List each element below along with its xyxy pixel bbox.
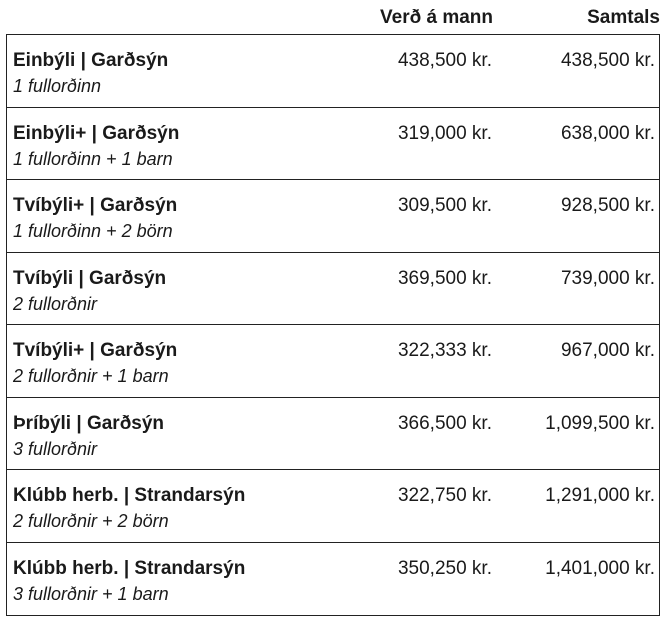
room-type: Þríbýli | Garðsýn [13, 412, 165, 434]
total-price: 638,000 kr. [560, 122, 655, 144]
header-total: Samtals [587, 7, 660, 28]
table-header [0, 0, 668, 34]
total-price: 1,099,500 kr. [545, 412, 655, 434]
price-per-person: 369,500 kr. [397, 267, 492, 289]
price-per-person: 350,250 kr. [397, 557, 492, 579]
price-per-person: 322,333 kr. [397, 340, 492, 361]
table-row [7, 35, 659, 108]
table-row [7, 470, 659, 543]
price-table [6, 34, 660, 616]
total-price: 928,500 kr. [560, 195, 655, 216]
room-type: Einbýli+ | Garðsýn [13, 122, 180, 144]
occupancy: 3 fullorðnir + 1 barn [13, 583, 169, 604]
room-type: Tvíbýli | Garðsýn [13, 267, 167, 289]
occupancy: 3 fullorðnir [13, 438, 98, 459]
table-row [7, 253, 659, 326]
room-type: Klúbb herb. | Strandarsýn [13, 557, 246, 579]
room-type: Klúbb herb. | Strandarsýn [13, 485, 246, 506]
total-price: 1,291,000 kr. [545, 485, 655, 506]
table-row [7, 543, 659, 616]
price-per-person: 319,000 kr. [397, 122, 492, 144]
total-price: 438,500 kr. [560, 50, 655, 71]
occupancy: 1 fullorðinn + 2 börn [13, 221, 173, 241]
occupancy: 1 fullorðinn + 1 barn [13, 148, 173, 169]
price-per-person: 366,500 kr. [397, 412, 492, 434]
header-price-per-person: Verð á mann [380, 7, 493, 28]
room-type: Tvíbýli+ | Garðsýn [13, 340, 178, 361]
price-per-person: 322,750 kr. [397, 485, 492, 506]
room-type: Einbýli | Garðsýn [13, 50, 169, 71]
occupancy: 1 fullorðinn [13, 76, 102, 96]
table-row [7, 325, 659, 398]
occupancy: 2 fullorðnir [13, 293, 98, 314]
price-per-person: 438,500 kr. [397, 50, 492, 71]
total-price: 1,401,000 kr. [545, 557, 655, 579]
occupancy: 2 fullorðnir + 1 barn [13, 366, 169, 386]
total-price: 967,000 kr. [560, 340, 655, 361]
occupancy: 2 fullorðnir + 2 börn [13, 511, 169, 531]
table-row [7, 108, 659, 181]
table-row [7, 398, 659, 471]
price-per-person: 309,500 kr. [397, 195, 492, 216]
table-row [7, 180, 659, 253]
room-type: Tvíbýli+ | Garðsýn [13, 195, 178, 216]
total-price: 739,000 kr. [560, 267, 655, 289]
